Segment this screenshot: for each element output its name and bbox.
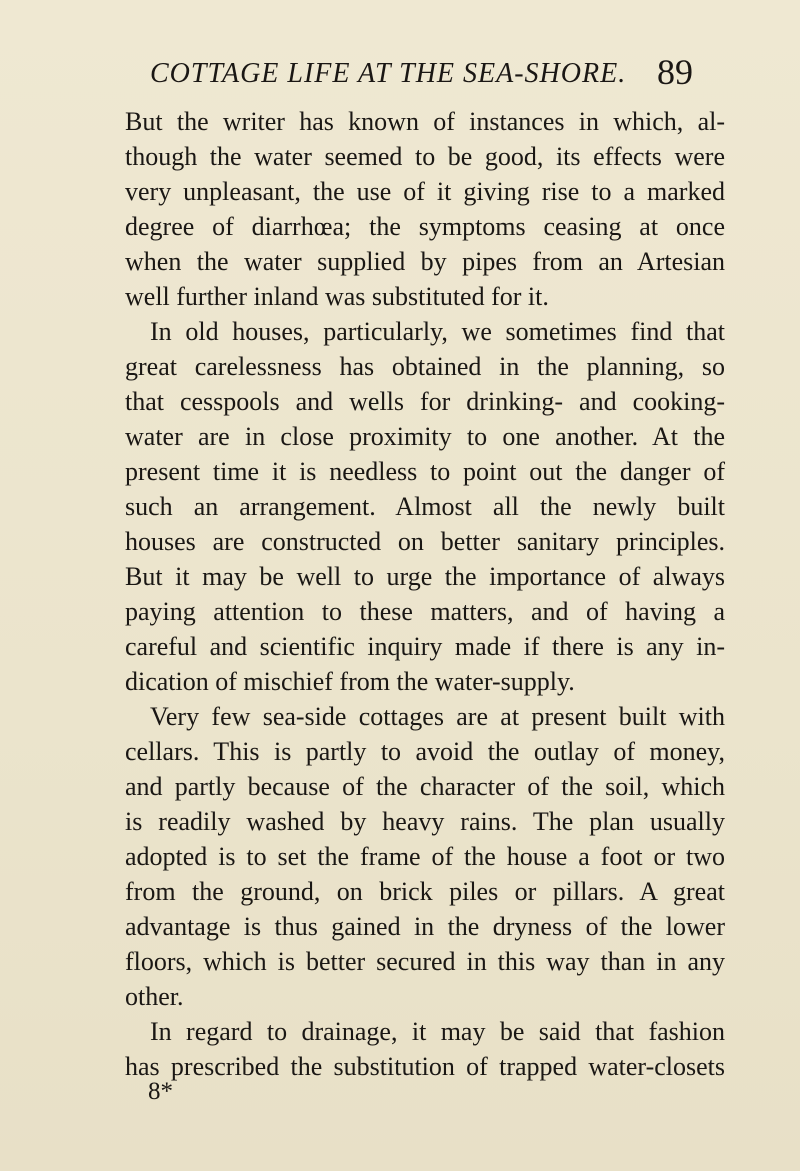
text-line: great carelessness has obtained in the planning, so	[125, 352, 725, 381]
text-line: very unpleasant, the use of it giving rise to a marked	[125, 177, 725, 206]
text-line: houses are constructed on better sanitary principles.	[125, 527, 725, 556]
text-line: adopted is to set the frame of the house a foot or two	[125, 842, 725, 871]
signature-mark: 8*	[148, 1078, 173, 1105]
text-line: cellars. This is partly to avoid the outlay of money,	[125, 737, 725, 766]
text-line: and partly because of the character of the soil, which	[125, 772, 725, 801]
text-line: though the water seemed to be good, its effects were	[125, 142, 725, 171]
text-line: In regard to drainage, it may be said that fashion	[150, 1017, 725, 1046]
page-number: 89	[657, 52, 693, 92]
text-line: has prescribed the substitution of trapped water-closets	[125, 1052, 725, 1081]
text-line: other.	[125, 982, 184, 1011]
text-line: well further inland was substituted for it.	[125, 282, 549, 311]
text-line: that cesspools and wells for drinking- and cooking-	[125, 387, 725, 416]
text-line: advantage is thus gained in the dryness of the lower	[125, 912, 725, 941]
text-line: floors, which is better secured in this way than in any	[125, 947, 725, 976]
text-line: Very few sea-side cottages are at present built with	[150, 702, 725, 731]
text-line: careful and scientific inquiry made if there is any in-	[125, 632, 725, 661]
text-line: from the ground, on brick piles or pillars. A great	[125, 877, 725, 906]
text-line: water are in close proximity to one another. At the	[125, 422, 725, 451]
running-head: COTTAGE LIFE AT THE SEA-SHORE.	[150, 58, 627, 89]
text-line: But the writer has known of instances in which, al-	[125, 107, 725, 136]
text-line: such an arrangement. Almost all the newly built	[125, 492, 725, 521]
text-line: dication of mischief from the water-supply.	[125, 667, 575, 696]
text-line: degree of diarrhœa; the symptoms ceasing at once	[125, 212, 725, 241]
text-line: But it may be well to urge the importance of always	[125, 562, 725, 591]
body-text	[125, 104, 725, 1084]
text-line: present time it is needless to point out the danger of	[125, 457, 725, 486]
text-line: paying attention to these matters, and of having a	[125, 597, 725, 626]
text-line: when the water supplied by pipes from an Artesian	[125, 247, 725, 276]
text-line: In old houses, particularly, we sometimes find that	[150, 317, 725, 346]
text-line: is readily washed by heavy rains. The plan usually	[125, 807, 725, 836]
